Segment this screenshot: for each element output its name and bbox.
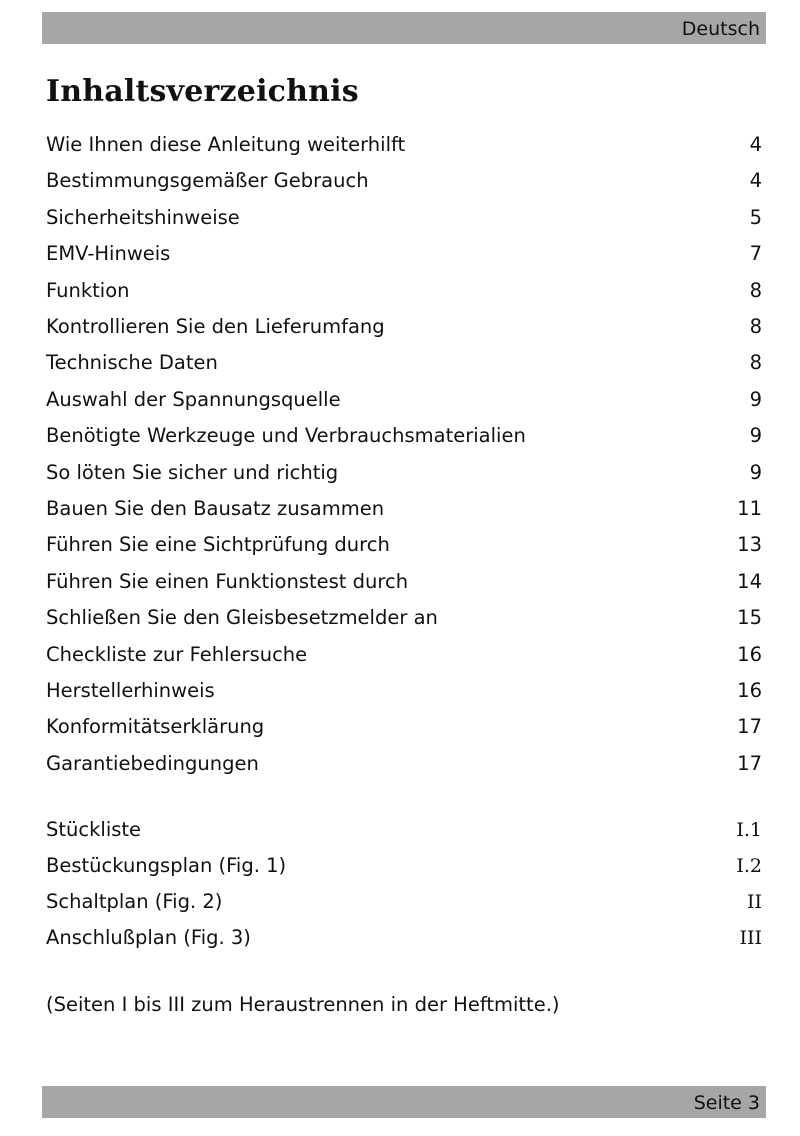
toc-entry-label: Benötigte Werkzeuge und Verbrauchsmaterialien (46, 424, 526, 448)
toc-entry-label: Bauen Sie den Bausatz zusammen (46, 497, 385, 520)
toc-entry (46, 887, 762, 917)
toc-entry-page: 16 (737, 642, 762, 666)
toc-entry-label: Auswahl der Spannungsquelle (46, 387, 341, 411)
toc-entry (46, 676, 762, 706)
toc-entry-page: 4 (749, 133, 762, 156)
toc-entry-page: 15 (737, 606, 762, 630)
toc-entry-label: Bestimmungsgemäßer Gebrauch (46, 169, 369, 193)
toc-entry-page: 17 (737, 715, 762, 739)
toc-entry (46, 923, 762, 953)
toc-entry-label: Sicherheitshinweise (46, 205, 240, 229)
toc-entry (46, 640, 762, 670)
toc-entry-label: Garantiebedingungen (46, 751, 259, 775)
toc-entry-page: 14 (737, 569, 762, 593)
toc-entry (46, 494, 762, 524)
language-label: Deutsch (681, 18, 760, 40)
toc-entry (46, 421, 762, 451)
toc-entry-label: Schaltplan (Fig. 2) (46, 890, 223, 913)
page-number: Seite 3 (693, 1092, 760, 1114)
toc-entry-label: Technische Daten (46, 351, 218, 375)
toc-entry-label: Führen Sie einen Funktionstest durch (46, 569, 409, 593)
toc-entry (46, 458, 762, 488)
toc-entry (46, 851, 762, 881)
toc-entry-page: 7 (749, 242, 762, 266)
toc-entry-page: I.2 (736, 855, 762, 877)
footer-bar (42, 1086, 766, 1118)
toc-entry-page: 16 (737, 679, 762, 702)
toc-entry-label: EMV-Hinweis (46, 242, 171, 266)
toc-entry-page: 13 (737, 533, 762, 557)
toc-entry (46, 312, 762, 342)
toc-entry-label: So löten Sie sicher und richtig (46, 460, 339, 484)
toc-entry (46, 712, 762, 742)
toc-entry-page: 9 (749, 460, 762, 484)
toc-entry-page: 17 (737, 751, 762, 775)
toc-entry-page: III (739, 927, 762, 949)
toc-entry-page: 8 (749, 315, 762, 338)
toc-entry-label: Anschlußplan (Fig. 3) (46, 926, 251, 949)
toc-entry (46, 603, 762, 633)
toc-entry-label: Funktion (46, 278, 130, 302)
toc-entry-page: II (746, 891, 762, 913)
toc-entry-page: 8 (749, 351, 762, 375)
toc-entry-page: I.1 (736, 819, 762, 841)
toc-entry (46, 166, 762, 196)
toc-entry-page: 11 (737, 497, 762, 520)
toc-entry (46, 203, 762, 233)
toc-entry-label: Checkliste zur Fehlersuche (46, 642, 308, 666)
toc-entry-label: Bestückungsplan (Fig. 1) (46, 854, 287, 877)
toc-entry (46, 239, 762, 269)
toc-entry-page: 9 (749, 424, 762, 448)
toc-entry-label: Schließen Sie den Gleisbesetzmelder an (46, 606, 438, 630)
toc-entry (46, 385, 762, 415)
toc-entry-label: Führen Sie eine Sichtprüfung durch (46, 533, 390, 557)
toc-entry-page: 4 (749, 169, 762, 193)
toc-entry (46, 130, 762, 160)
toc-entry-page: 9 (749, 387, 762, 411)
toc-entry (46, 815, 762, 845)
toc-entry-page: 8 (749, 278, 762, 302)
toc-entry (46, 348, 762, 378)
toc-entry-label: Kontrollieren Sie den Lieferumfang (46, 315, 385, 338)
toc-entry-page: 5 (749, 205, 762, 229)
toc-entry (46, 749, 762, 779)
toc-entry-label: Stückliste (46, 818, 142, 841)
toc-entry-label: Herstellerhinweis (46, 679, 215, 702)
page-title: Inhaltsverzeichnis (46, 74, 359, 109)
header-bar (42, 12, 766, 44)
toc-entry (46, 530, 762, 560)
toc-entry-label: Wie Ihnen diese Anleitung weiterhilft (46, 133, 406, 156)
toc-entry (46, 276, 762, 306)
toc-entry-label: Konformitätserklärung (46, 715, 265, 739)
appendix-note: (Seiten I bis III zum Heraustrennen in der Heftmitte.) (46, 993, 560, 1016)
toc-entry (46, 567, 762, 597)
